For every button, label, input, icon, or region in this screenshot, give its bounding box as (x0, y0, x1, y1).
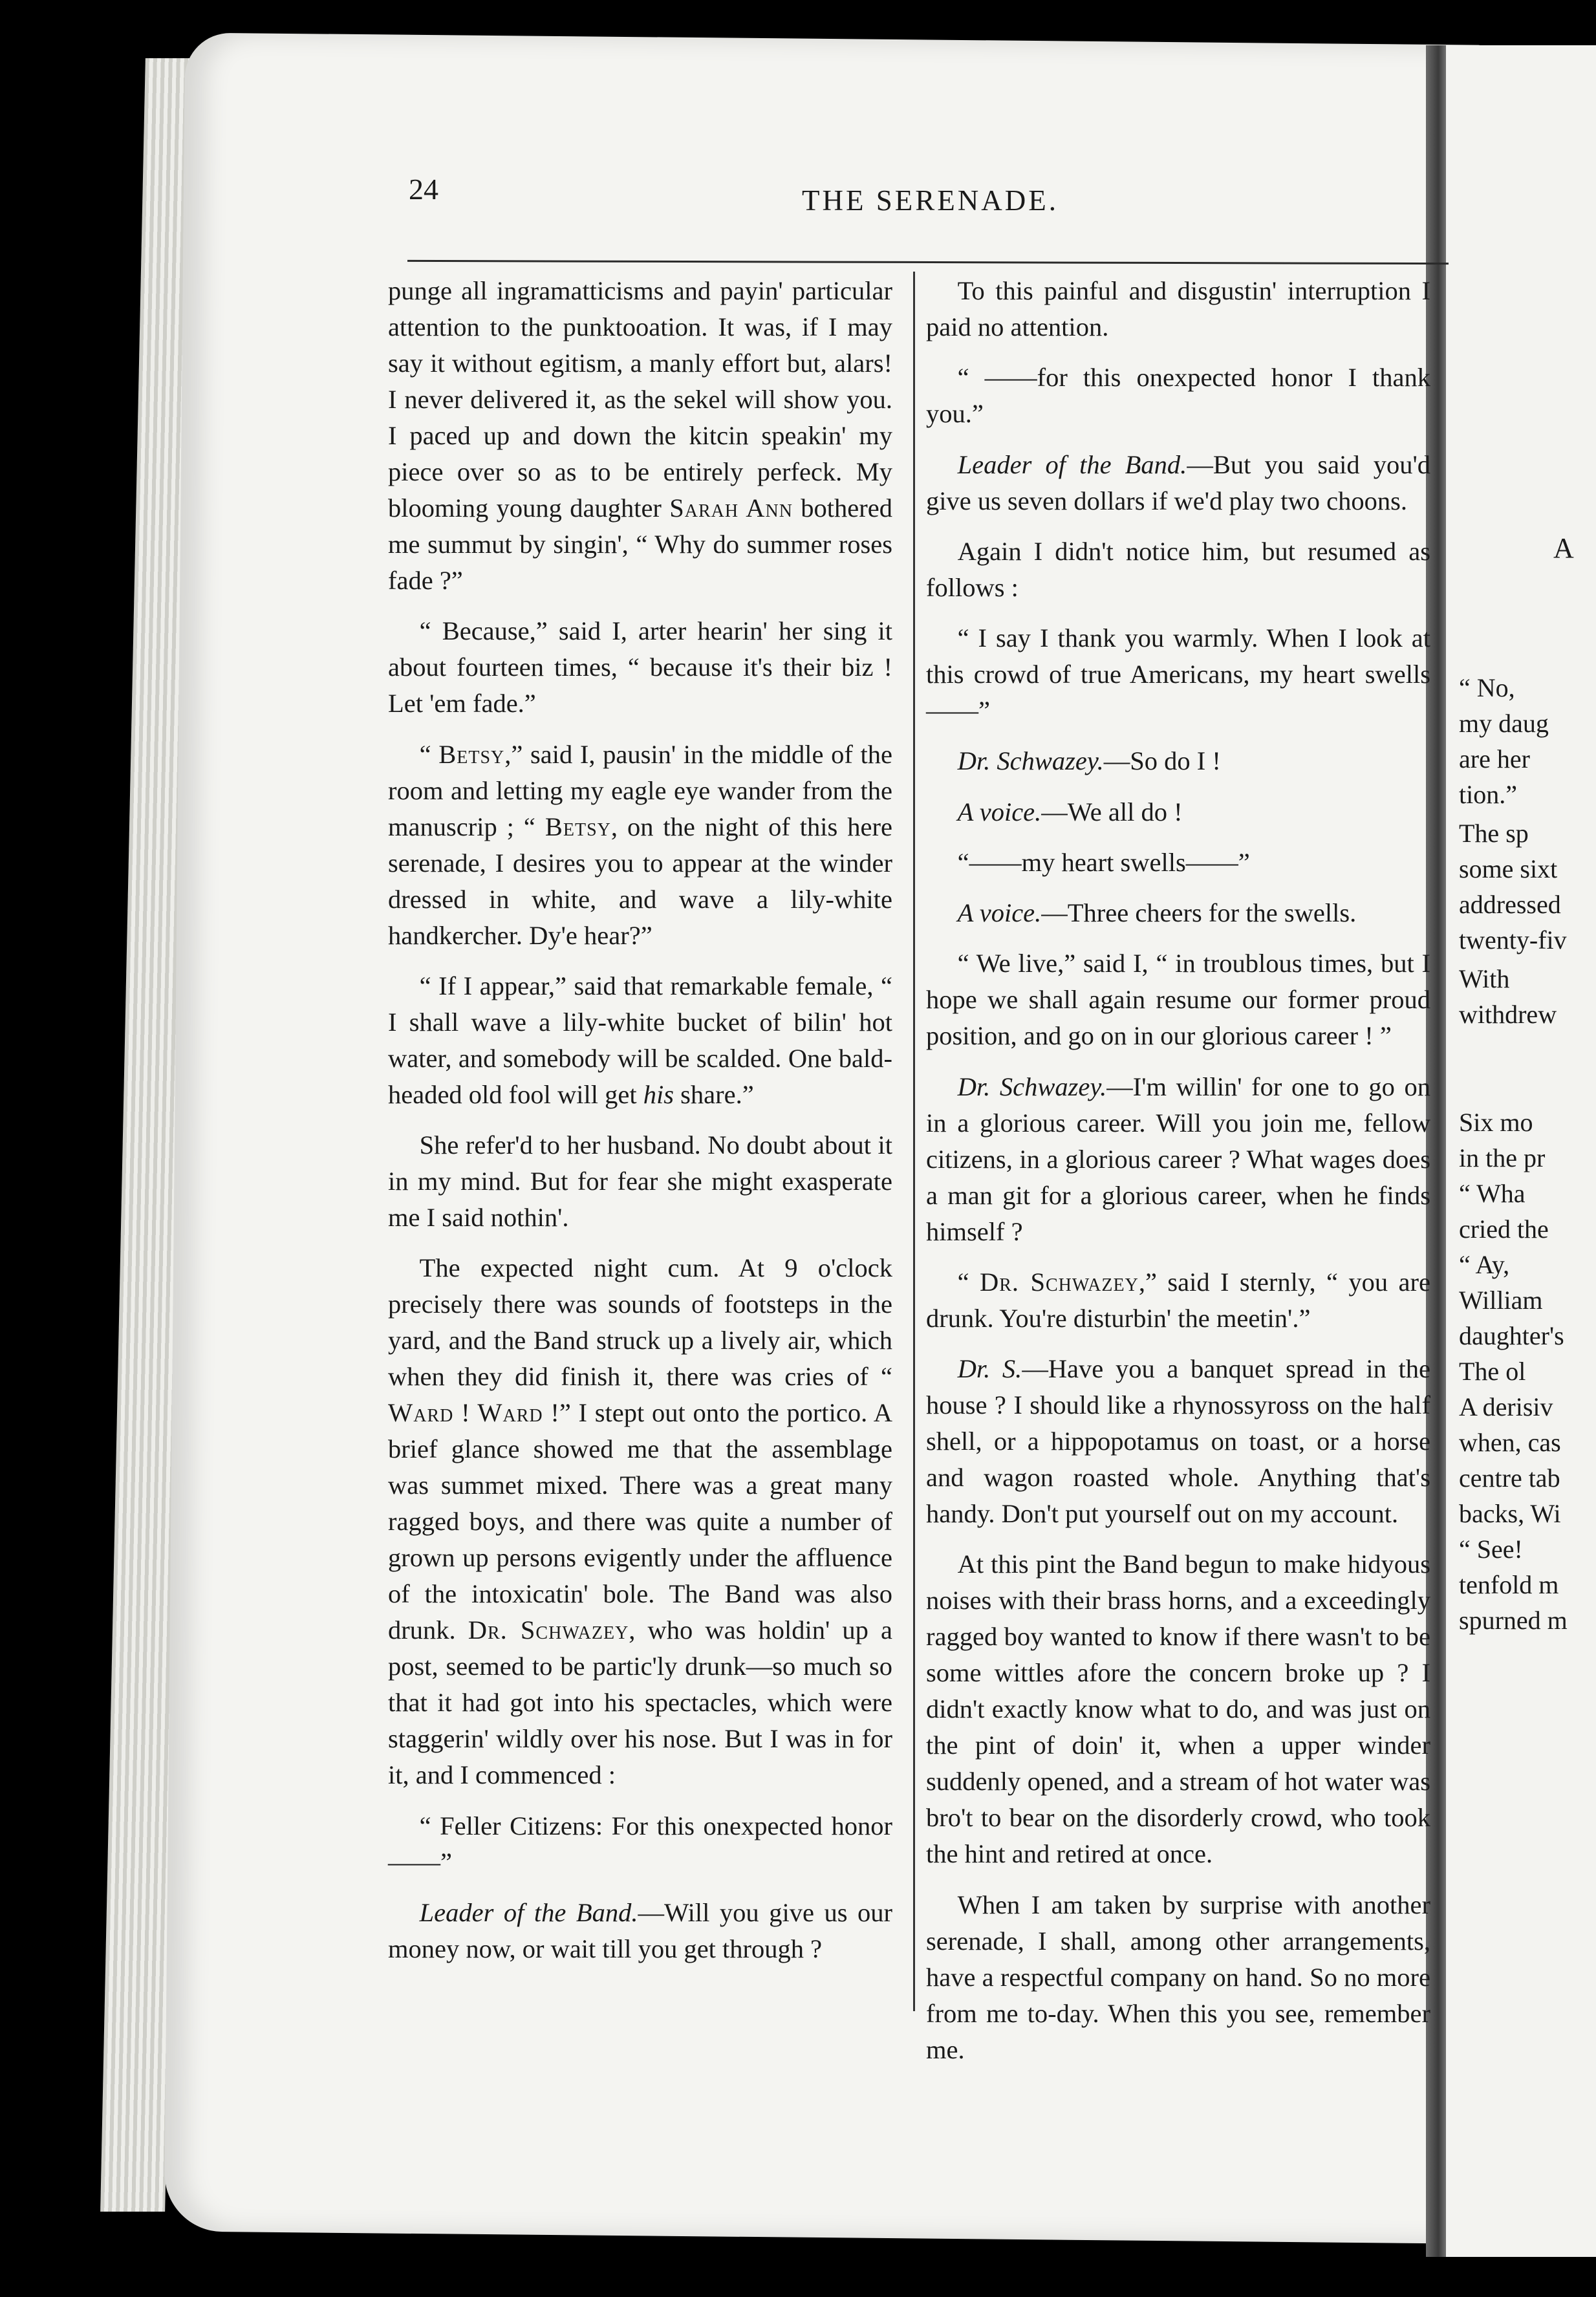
facing-page-line: A derisiv (1459, 1392, 1553, 1421)
facing-page-line: The sp (1459, 819, 1529, 848)
paragraph: At this pint the Band begun to make hidyous noises with their brass horns, and a exceedingly ragged boy wanted to know if there wasn't to be some wittles afore the concern broke up ? I didn't exactly know what to do, and was just on the pint of doin' it, when a upper winder suddenly opened, and a stream of hot water was bro't to bear on the disorderly crowd, who took the hint and retired at once. (926, 1549, 1430, 1869)
paragraph: Again I didn't notice him, but resumed as follows : (926, 536, 1430, 602)
character-name: Dr. Schwazey (468, 1615, 629, 1645)
facing-page-line: William (1459, 1286, 1543, 1315)
speaker-label: A voice. (957, 898, 1042, 928)
facing-page-line: centre tab (1459, 1463, 1560, 1493)
paragraph: “ Dr. Schwazey,” said I sternly, “ you are drunk. You're disturbin' the meetin'.” (926, 1267, 1430, 1333)
character-name: Dr. Schwazey (979, 1267, 1139, 1297)
dialogue-line: Dr. Schwazey.—So do I ! (957, 746, 1221, 776)
facing-page-line: With (1459, 964, 1510, 993)
facing-page-line: backs, Wi (1459, 1499, 1561, 1528)
page-number: 24 (409, 173, 438, 206)
paragraph: “ Because,” said I, arter hearin' her sing it about fourteen times, “ because it's their biz ! Let 'em fade.” (388, 616, 892, 718)
dialogue-line: Dr. Schwazey.—I'm willin' for one to go on in a glorious career. Will you join me, fellow citizens, in a glorious career ? What wages does a man git for a glorious career, when he finds himself ? (926, 1072, 1430, 1246)
speaker-label: A voice. (957, 797, 1042, 826)
speaker-label: Dr. Schwazey. (957, 746, 1104, 776)
facing-page-line: cried the (1459, 1214, 1549, 1244)
character-name: Betsy (545, 812, 611, 841)
paragraph: The expected night cum. At 9 o'clock precisely there was sounds of footsteps in the yard, and the Band struck up a lively air, which when they did finish it, there was cries of “ Ward ! Ward !” I stept out onto the portico. A brief glance showed me that the assemblage was summet mixed. There was a great many ragged boys, and there was quite a number of grown up persons evigently under the affluence of the intoxicatin' bole. The Band was also drunk. Dr. Schwazey, who was holdin' up a post, seemed to be partic'ly drunk—so much so that it had got into his spectacles, which were staggerin' wildly over his nose. But I was in for it, and I commenced : (388, 1253, 892, 1790)
paragraph: When I am taken by surprise with another serenade, I shall, among other arrangements, have a respectful company on hand. So no more from me to-day. When this you see, remember me. (926, 1890, 1430, 2064)
paragraph: punge all ingramatticisms and payin' particular attention to the punktooation. It was, if I may say it without egitism, a manly effort but, alars! I never delivered it, as the sekel will show you. I paced up and down the kitcin speakin' my piece over so as to be entirely perfeck. My blooming young daughter Sarah Ann bothered me summut by singin', “ Why do summer roses fade ?” (388, 276, 892, 595)
dialogue-line: Dr. S.—Have you a banquet spread in the house ? I should like a rhynossyross on the half shell, or a hippopotamus on toast, or a horse and wagon roasted whole. Anything that's handy. Don't put yourself out on my account. (926, 1354, 1430, 1529)
paragraph: “ Feller Citizens: For this onexpected honor——” (388, 1811, 892, 1877)
facing-page-line: in the pr (1459, 1143, 1546, 1172)
facing-page-line: “ See! (1459, 1535, 1523, 1564)
facing-page-line: “ No, (1459, 673, 1515, 702)
facing-page-line: The ol (1459, 1357, 1526, 1386)
facing-page-line: Six mo (1459, 1108, 1533, 1137)
character-name: Betsy (438, 739, 505, 769)
dialogue-line: A voice.—Three cheers for the swells. (957, 898, 1357, 928)
paragraph: “ Betsy,” said I, pausin' in the middle of the room and letting my eagle eye wander from the manuscrip ; “ Betsy, on the night of this here serenade, I desires you to appear at the winder dressed in white, and wave a lily-white handkercher. Dy'e hear?” (388, 739, 892, 950)
facing-page-line: withdrew (1459, 1000, 1557, 1029)
column-divider (913, 272, 915, 2011)
speaker-label: Dr. S. (957, 1354, 1022, 1384)
paragraph: She refer'd to her husband. No doubt about it in my mind. But for fear she might exasperate me I said nothin'. (388, 1130, 892, 1233)
dialogue-line: Leader of the Band.—Will you give us our money now, or wait till you get through ? (388, 1897, 892, 1963)
paragraph: “——my heart swells——” (957, 847, 1250, 877)
dialogue-line: Leader of the Band.—But you said you'd give us seven dollars if we'd play two choons. (926, 449, 1430, 515)
paragraph: “ I say I thank you warmly. When I look at this crowd of true Americans, my heart swells——” (926, 623, 1430, 726)
facing-page (1446, 45, 1596, 2257)
facing-page-line: addressed (1459, 890, 1561, 919)
speaker-label: Leader of the Band. (957, 449, 1187, 479)
running-title: THE SERENADE. (802, 184, 1059, 217)
facing-page-line: tenfold m (1459, 1570, 1559, 1599)
facing-page-line: are her (1459, 744, 1530, 773)
facing-page-line: some sixt (1459, 854, 1558, 883)
facing-page-line: “ Ay, (1459, 1250, 1510, 1279)
paragraph: “ We live,” said I, “ in troublous times, but I hope we shall again resume our former proud position, and go on in our glorious career ! ” (926, 949, 1430, 1051)
character-name: Sarah Ann (669, 493, 793, 523)
facing-page-line: “ Wha (1459, 1179, 1526, 1208)
page-header (401, 167, 1449, 244)
facing-page-line: A (1553, 532, 1574, 564)
speaker-label: Leader of the Band. (419, 1897, 638, 1927)
facing-page-line: spurned m (1459, 1606, 1568, 1635)
paragraph: “ ——for this onexpected honor I thank you.” (926, 363, 1430, 429)
dialogue-line: A voice.—We all do ! (957, 797, 1183, 826)
facing-page-line: twenty-fiv (1459, 925, 1567, 954)
facing-page-line: when, cas (1459, 1428, 1561, 1457)
right-column (926, 273, 1430, 2082)
facing-page-line: my daug (1459, 709, 1549, 738)
facing-page-line: daughter's (1459, 1321, 1564, 1350)
paragraph: “ If I appear,” said that remarkable female, “ I shall wave a lily-white bucket of bilin' hot water, and somebody will be scalded. One bald-headed old fool will get his share.” (388, 971, 892, 1109)
facing-page-line: tion.” (1459, 780, 1517, 809)
paragraph: To this painful and disgustin' interruption I paid no attention. (926, 276, 1430, 341)
left-column (388, 273, 892, 1981)
speaker-label: Dr. Schwazey. (957, 1072, 1107, 1101)
